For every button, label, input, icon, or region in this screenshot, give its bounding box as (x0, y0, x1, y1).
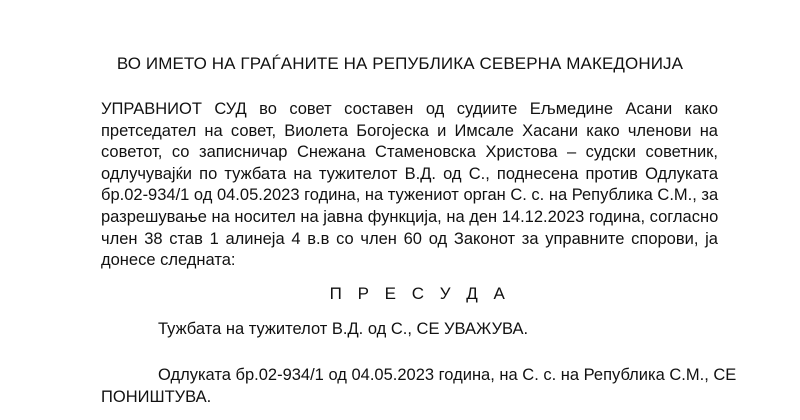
intro-line: советот, со записничар Снежана Стаменовска Христова – судски советник, (101, 143, 718, 162)
intro-line: претседател на совет, Виолета Богојеска и Имсале Хасани како членови на (101, 121, 718, 140)
intro-line: разрешување на носител на јавна функција, на ден 14.12.2023 година, согласно (101, 207, 719, 226)
intro-line: донесе следната: (101, 251, 236, 270)
verdict-title: П Р Е С У Д А (329, 284, 511, 303)
intro-line: член 38 став 1 алинеја 4 в.в со член 60 од Законот за управните спорови, ја (101, 229, 718, 248)
intro-line: УПРАВНИОТ СУД во совет составен од судиите Ељмедине Асани како (101, 100, 718, 118)
ruling-claim-accepted: Тужбата на тужителот В.Д. од С., СЕ УВАЖУВА. (158, 320, 529, 338)
ruling-line: Одлуката бр.02-934/1 од 04.05.2023 година, на С. с. на Република С.М., СЕ (158, 366, 737, 384)
document-heading: ВО ИМЕТО НА ГРАЃАНИТЕ НА РЕПУБЛИКА СЕВЕРНА МАКЕДОНИЈА (116, 54, 684, 73)
ruling-decision-annulled (101, 365, 737, 408)
intro-line: одлучувајќи по тужбата на тужителот В.Д. од С., поднесена против Одлуката (101, 164, 718, 183)
intro-paragraph (101, 99, 718, 272)
ruling-line: ПОНИШТУВА. (101, 387, 212, 406)
intro-line: бр.02-934/1 од 04.05.2023 година, на тужениот орган С. с. на Република С.М., за (101, 186, 719, 205)
